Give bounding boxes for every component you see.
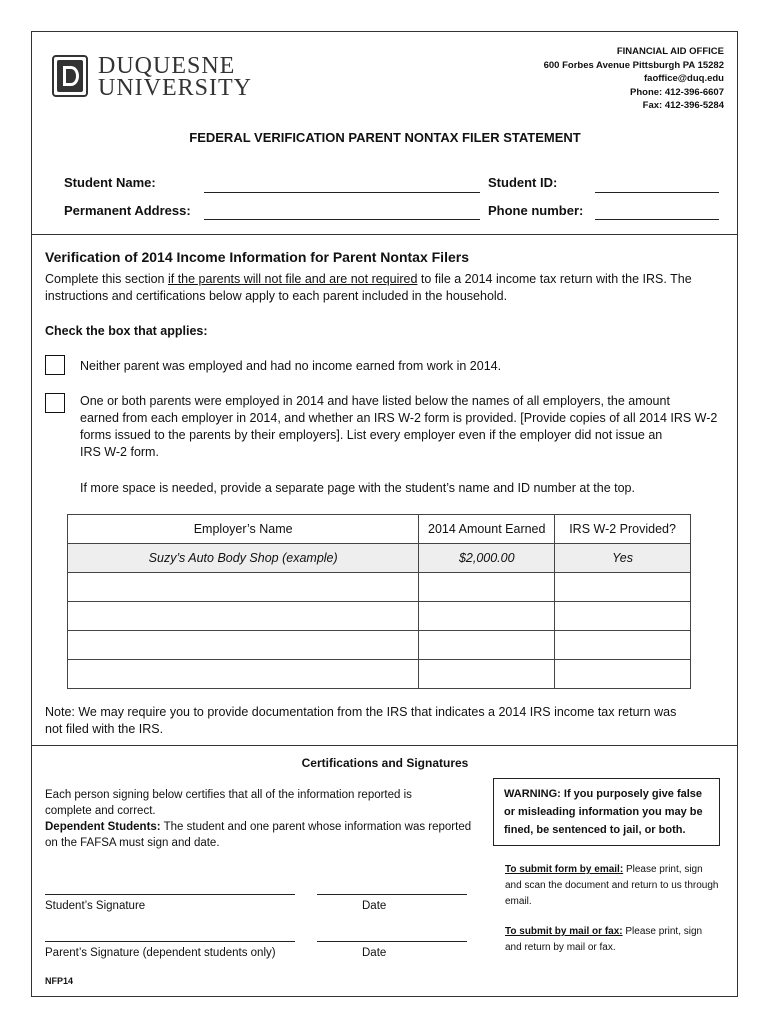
logo-line1: DUQUESNE (98, 53, 236, 79)
check-prompt: Check the box that applies: (45, 324, 208, 338)
employer-name-cell[interactable] (68, 573, 419, 602)
irs-note (45, 704, 745, 738)
example-amount: $2,000.00 (419, 544, 555, 573)
w2-header: IRS W-2 Provided? (555, 515, 691, 544)
student-id-label: Student ID: (488, 175, 558, 190)
mail-label: To submit by mail or fax: (505, 926, 623, 937)
amount-cell[interactable] (419, 602, 555, 631)
dependent-label: Dependent Students: (45, 821, 161, 833)
checkbox-no-income[interactable] (45, 355, 65, 375)
table-row-example (68, 544, 691, 573)
student-name-field[interactable] (204, 192, 480, 193)
logo-line2: UNIVERSITY (98, 75, 252, 101)
student-name-label: Student Name: (64, 175, 156, 190)
checkbox-employed[interactable] (45, 393, 65, 413)
student-signature-field[interactable] (45, 894, 295, 895)
note-line: not filed with the IRS. (45, 722, 164, 736)
student-signature-label: Student’s Signature (45, 900, 146, 912)
example-employer: Suzy’s Auto Body Shop (example) (68, 544, 419, 573)
more-space-note: If more space is needed, provide a separate page with the student’s name and ID number at the top. (80, 481, 635, 495)
option-employed-line: forms issued to the parents by their employers]. List every employer even if the employer did not issue an (80, 428, 663, 442)
office-fax: Fax: 412-396-5284 (642, 100, 724, 111)
amount-cell[interactable] (419, 631, 555, 660)
university-shield-logo (52, 55, 88, 102)
dependent-text: The student and one parent whose information was reported (160, 821, 472, 833)
parent-date-label: Date (362, 947, 387, 959)
employer-name-cell[interactable] (68, 660, 419, 689)
w2-cell[interactable] (555, 631, 691, 660)
note-line: Note: We may require you to provide documentation from the IRS that indicates a 2014 IRS income tax return was (45, 705, 677, 719)
amount-header: 2014 Amount Earned (419, 515, 555, 544)
employer-name-cell[interactable] (68, 631, 419, 660)
employer-name-header: Employer’s Name (68, 515, 419, 544)
option-employed-line: One or both parents were employed in 2014 and have listed below the names of all employers, the amount (80, 394, 670, 408)
option-employed-line: earned from each employer in 2014, and whether an IRS W-2 form is provided. [Provide copies of all 2014 IRS W-2 (80, 411, 718, 425)
section-intro (45, 271, 745, 305)
w2-cell[interactable] (555, 660, 691, 689)
office-name: FINANCIAL AID OFFICE (616, 46, 724, 57)
employer-table (67, 514, 691, 689)
intro-underlined: if the parents will not file and are not required (167, 272, 418, 286)
page-title: FEDERAL VERIFICATION PARENT NONTAX FILER STATEMENT (189, 130, 581, 145)
option-no-income: Neither parent was employed and had no income earned from work in 2014. (80, 359, 502, 373)
table-row (68, 602, 691, 631)
email-instructions (505, 862, 720, 910)
section-heading: Verification of 2014 Income Information for Parent Nontax Filers (45, 249, 469, 265)
office-address: 600 Forbes Avenue Pittsburgh PA 15282 (543, 59, 724, 71)
phone-number-label: Phone number: (488, 203, 584, 218)
amount-cell[interactable] (419, 660, 555, 689)
table-row (68, 631, 691, 660)
parent-signature-label: Parent’s Signature (dependent students only) (45, 947, 276, 959)
option-employed (80, 393, 740, 461)
email-label: To submit form by email: (505, 864, 624, 875)
office-email: faoffice@duq.edu (644, 73, 724, 84)
office-contact (544, 45, 724, 113)
student-date-label: Date (362, 900, 387, 912)
example-w2: Yes (555, 544, 691, 573)
table-row (68, 660, 691, 689)
table-row (68, 573, 691, 602)
certification-text (45, 787, 485, 851)
divider (31, 234, 738, 235)
intro-text: Complete this section (45, 272, 168, 286)
option-employed-line: IRS W-2 form. (80, 445, 159, 459)
email-text: Please print, sign and scan the document and return to us through email. (505, 864, 719, 907)
w2-cell[interactable] (555, 573, 691, 602)
intro-line2: instructions and certifications below apply to each parent included in the household. (45, 289, 508, 303)
parent-date-field[interactable] (317, 941, 467, 942)
amount-cell[interactable] (419, 573, 555, 602)
certifications-heading: Certifications and Signatures (301, 756, 469, 770)
form-code: NFP14 (45, 976, 74, 986)
w2-cell[interactable] (555, 602, 691, 631)
student-id-field[interactable] (595, 192, 719, 193)
parent-signature-field[interactable] (45, 941, 295, 942)
divider (31, 745, 738, 746)
intro-text-end: to file a 2014 income tax return with the IRS. The (417, 272, 692, 286)
university-wordmark (98, 55, 252, 99)
permanent-address-field[interactable] (204, 219, 480, 220)
mail-instructions (505, 924, 720, 956)
employer-name-cell[interactable] (68, 602, 419, 631)
student-date-field[interactable] (317, 894, 467, 895)
mail-text: Please print, sign and return by mail or fax. (505, 926, 703, 953)
permanent-address-label: Permanent Address: (64, 203, 191, 218)
dependent-line2: on the FAFSA must sign and date. (45, 837, 220, 849)
table-header-row (68, 515, 691, 544)
phone-number-field[interactable] (595, 219, 719, 220)
cert-line: Each person signing below certifies that all of the information reported is (45, 789, 412, 801)
cert-line: complete and correct. (45, 805, 156, 817)
warning-box: WARNING: If you purposely give false or misleading information you may be fined, be sentenced to jail, or both. (493, 778, 720, 846)
office-phone: Phone: 412-396-6607 (630, 86, 724, 98)
